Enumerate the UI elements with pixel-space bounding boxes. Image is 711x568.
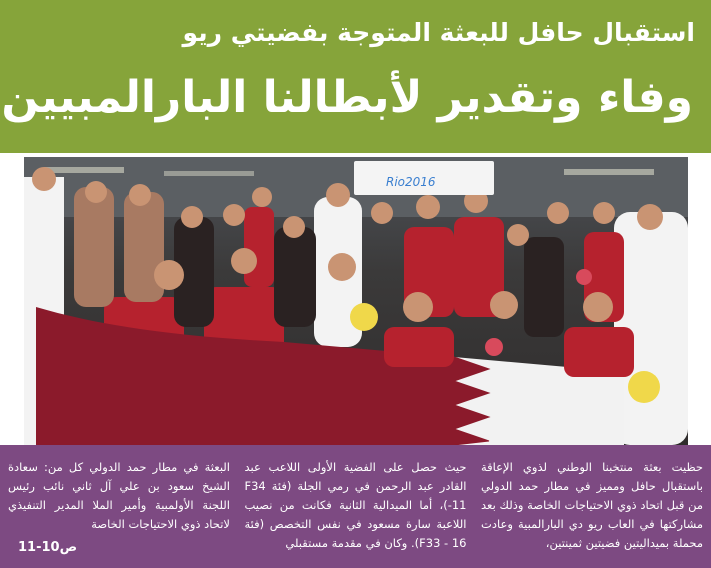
article-column-3: البعثة في مطار حمد الدولي كل من: سعادة الشيخ سعود بن علي آل ثاني نائب رئيس اللجنة الأولمبية وأمير الملا المدير التنفيذي لاتحاد ذوي الاحتياجات الخاصة (8, 460, 230, 531)
rio-banner-text: Rio2016 (386, 175, 436, 189)
page-reference: ص10-11 (18, 540, 78, 555)
article-column-1: حظيت بعثة منتخبنا الوطني لذوي الإعاقة باستقبال حافل ومميز في مطار حمد الدولي من قبل اتحاد ذوي الاحتياجات الخاصة وذلك بعد مشاركتها في العاب ريو دي البارالمبية وعادت محملة بميداليتين فضيتين ثمينتين، (481, 460, 703, 550)
article-columns (8, 458, 703, 566)
photo-illustration (24, 157, 688, 445)
article-subtitle: استقبال حافل للبعثة المتوجة بفضيتي ريو (182, 18, 695, 47)
article-headline: وفاء وتقدير لأبطالنا البارالمبيين (1, 72, 693, 123)
article-column-2: حيث حصل على الفضية الأولى اللاعب عبد القادر عبد الرحمن في رمي الجلة (فئة F34 11-)، أما الميدالية الثانية فكانت من نصيب اللاعبة سارة مسعود في نفس التخصص (فئة 16 - F33). وكان في مقدمة مستقبلي (244, 460, 467, 550)
header-band (0, 0, 711, 153)
team-photo (24, 157, 688, 445)
